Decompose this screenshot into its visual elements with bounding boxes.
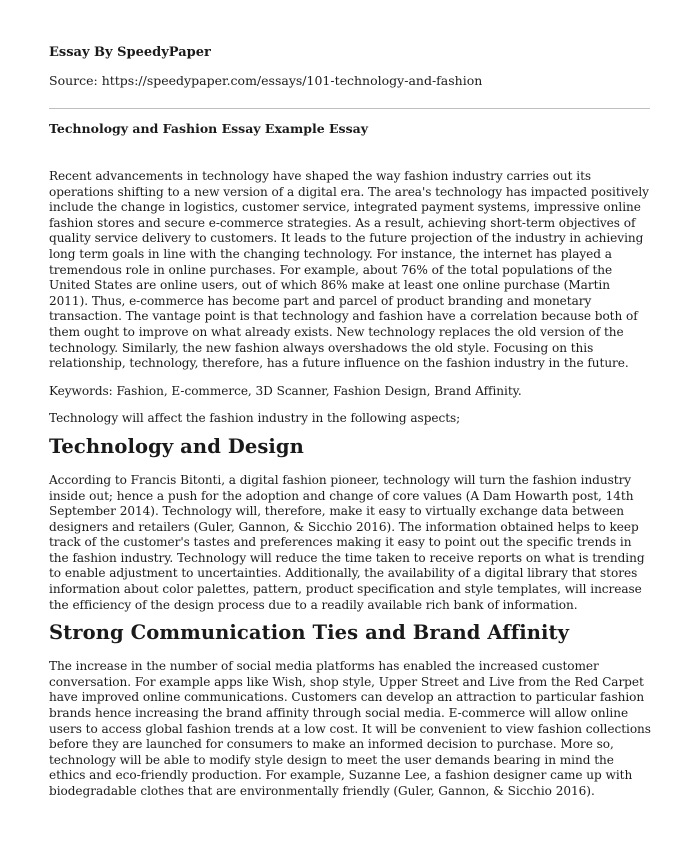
lead-in-paragraph: Technology will affect the fashion industry in the following aspects;: [49, 411, 461, 426]
section-heading-technology-design: Technology and Design: [49, 434, 304, 458]
section-heading-communication-brand-affinity: Strong Communication Ties and Brand Affinity: [49, 621, 570, 645]
section-paragraph-technology-design: According to Francis Bitonti, a digital fashion pioneer, technology will turn the fashion industry inside out; hence a push for the adoption and change of core values (A Dam Howarth post, 14th September 2014). Technology will, therefore, make it easy to virtually exchange data between designers and retailers (Guler, Gannon, & Sicchio 2016). The information obtained helps to keep track of the customer's tastes and preferences making it easy to point out the specific trends in the fashion industry. Technology will reduce the time taken to receive reports on what is trending to enable adjustment to uncertainties. Additionally, the availability of a digital library that stores information about color palettes, pattern, product specification and style templates, will increase the efficiency of the design process due to a readily available rich bank of information.: [49, 472, 645, 612]
header-divider: [49, 108, 650, 109]
keywords-paragraph: Keywords: Fashion, E-commerce, 3D Scanner, Fashion Design, Brand Affinity.: [49, 383, 522, 398]
section-paragraph-communication-brand-affinity: The increase in the number of social media platforms has enabled the increased customer conversation. For example apps like Wish, shop style, Upper Street and Live from the Red Carpet have improved online communications. Customers can develop an attraction to particular fashion brands hence increasing the brand affinity through social media. E-commerce will allow online users to access global fashion trends at a low cost. It will be convenient to view fashion collections before they are launched for consumers to make an informed decision to purchase. More so, technology will be able to modify style design to meet the user demands bearing in mind the ethics and eco-friendly production. For example, Suzanne Lee, a fashion designer came up with biodegradable clothes that are environmentally friendly (Guler, Gannon, & Sicchio 2016).: [49, 659, 651, 798]
essay-title: Technology and Fashion Essay Example Essay: [49, 121, 368, 136]
source-url: Source: https://speedypaper.com/essays/101-technology-and-fashion: [49, 73, 483, 88]
intro-paragraph: Recent advancements in technology have shaped the way fashion industry carries out its operations shifting to a new version of a digital era. The area's technology has impacted positively include the change in logistics, customer service, integrated payment systems, impressive online fashion stores and secure e-commerce strategies. As a result, achieving short-term objectives of quality service delivery to customers. It leads to the future projection of the industry in achieving long term goals in line with the changing technology. For instance, the internet has played a tremendous role in online purchases. For example, about 76% of the total populations of the United States are online users, out of which 86% make at least one online purchase (Martin 2011). Thus, e-commerce has become part and parcel of product branding and monetary transaction. The vantage point is that technology and fashion have a correlation because both of them ought to improve on what already exists. New technology replaces the old version of the technology. Similarly, the new fashion always overshadows the old style. Focusing on this relationship, technology, therefore, has a future influence on the fashion industry in the future.: [49, 169, 649, 371]
publisher-title: Essay By SpeedyPaper: [49, 45, 211, 60]
essay-body: [49, 169, 652, 812]
